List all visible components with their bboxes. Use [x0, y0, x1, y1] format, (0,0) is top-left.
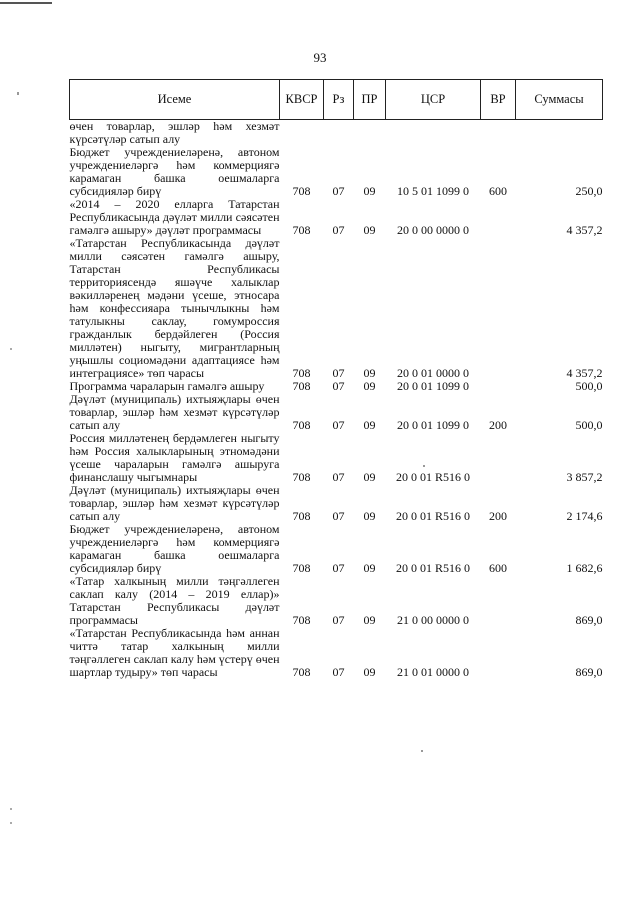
row-rz: 07	[332, 223, 345, 237]
row-rz: 07	[332, 561, 345, 575]
table-row	[70, 120, 603, 147]
row-name: «2014 – 2020 елларга Татарстан Республикасында дәүләт милли сәясәтен гамәлгә ашыру» дәүләт программасы	[69, 197, 280, 237]
row-rz: 07	[332, 184, 345, 198]
row-name: «Татар халкының милли тәңгәллеген саклап калу (2014 – 2019 еллар)» Татарстан Республикасы дәүләт программасы	[69, 574, 280, 627]
row-vr	[481, 198, 516, 237]
row-name: Дәүләт (муниципаль) ихтыяҗлары өчен товарлар, эшләр һәм хезмәт күрсәтүләр сатып алу	[69, 483, 280, 523]
row-name: өчен товарлар, эшләр һәм хезмәт күрсәтүләр сатып алу	[69, 119, 280, 146]
row-pr: 09	[363, 184, 376, 198]
row-pr: 09	[363, 223, 376, 237]
row-vr: 600	[489, 184, 507, 198]
row-name: «Татарстан Республикасында һәм аннан читтә татар халкының милли тәңгәллеген саклап калу һәм үстерү өчен шартлар тудыру» төп чарасы	[69, 626, 280, 679]
row-csr: 20 0 01 1099 0	[397, 379, 469, 393]
table-row	[70, 237, 603, 380]
row-pr: 09	[363, 561, 376, 575]
row-vr: 600	[489, 561, 507, 575]
row-csr: 20 0 01 R516 0	[395, 509, 470, 523]
row-name: Россия милләтенең бердәмлеген ныгыту һәм Россия халыкларының этномәдәни үсеше чараларын гамәлгә ашыруга финанслашу чыгымнары	[69, 431, 280, 484]
row-pr: 09	[363, 379, 376, 393]
table-row	[70, 627, 603, 679]
row-sum: 250,0	[575, 184, 603, 198]
row-csr: 20 0 01 0000 0	[397, 366, 469, 380]
row-kvsr: 708	[292, 613, 311, 627]
row-kvsr: 708	[292, 418, 311, 432]
row-kvsr: 708	[292, 379, 311, 393]
scan-dot	[17, 92, 19, 95]
row-name: Программа чараларын гамәлгә ашыру	[69, 379, 265, 393]
header-csr: ЦСР	[386, 80, 481, 120]
table-body	[70, 120, 603, 680]
table-row	[70, 146, 603, 198]
scan-dot	[10, 348, 12, 350]
row-csr: 10 5 01 1099 0	[397, 184, 469, 198]
scan-mark-top-left	[0, 2, 52, 4]
row-csr: 21 0 01 0000 0	[397, 665, 469, 679]
row-rz: 07	[332, 470, 345, 484]
row-kvsr: 708	[292, 366, 311, 380]
row-rz: 07	[332, 665, 345, 679]
row-pr: 09	[363, 613, 376, 627]
row-csr: 20 0 01 R516 0	[395, 561, 470, 575]
row-name: Бюджет учреждениеләренә, автоном учреждениеләргә һәм коммерциягә карамаган башка оешмаларга субсидияләр бирү	[69, 522, 280, 575]
row-csr: 21 0 00 0000 0	[397, 613, 469, 627]
budget-table	[69, 79, 603, 679]
row-pr: 09	[363, 470, 376, 484]
header-name: Исеме	[70, 80, 280, 120]
table-header-row	[70, 80, 603, 120]
row-rz	[324, 120, 354, 147]
scan-dot	[10, 822, 12, 824]
row-vr	[481, 575, 516, 627]
row-rz: 07	[332, 509, 345, 523]
row-sum: 500,0	[575, 379, 603, 393]
table-row	[70, 484, 603, 523]
row-pr: 09	[363, 418, 376, 432]
row-sum: 869,0	[575, 613, 603, 627]
header-kvsr: КВСР	[280, 80, 324, 120]
table-row	[70, 575, 603, 627]
table-row	[70, 523, 603, 575]
row-csr	[386, 120, 481, 147]
row-kvsr: 708	[292, 470, 311, 484]
row-kvsr: 708	[292, 184, 311, 198]
row-kvsr	[280, 120, 324, 147]
row-vr	[481, 380, 516, 393]
row-sum: 869,0	[575, 665, 603, 679]
header-rz: Рз	[324, 80, 354, 120]
row-vr	[481, 237, 516, 380]
table-row	[70, 432, 603, 484]
row-vr	[481, 120, 516, 147]
scan-dot	[10, 808, 12, 810]
row-csr: 20 0 01 1099 0	[397, 418, 469, 432]
row-sum: 4 357,2	[566, 366, 603, 380]
row-pr	[354, 120, 386, 147]
header-pr: ПР	[354, 80, 386, 120]
row-pr: 09	[363, 509, 376, 523]
table-row	[70, 198, 603, 237]
row-sum: 500,0	[575, 418, 603, 432]
scan-dot	[421, 750, 423, 752]
page-number: 93	[313, 50, 327, 65]
row-kvsr: 708	[292, 665, 311, 679]
row-vr	[481, 432, 516, 484]
header-sum: Суммасы	[516, 80, 603, 120]
row-vr: 200	[489, 509, 507, 523]
row-csr: 20 0 01 R516 0	[395, 470, 470, 484]
row-sum	[516, 120, 603, 147]
row-name: Дәүләт (муниципаль) ихтыяҗлары өчен товарлар, эшләр һәм хезмәт күрсәтүләр сатып алу	[69, 392, 280, 432]
row-csr: 20 0 00 0000 0	[397, 223, 469, 237]
row-rz: 07	[332, 418, 345, 432]
row-sum: 2 174,6	[566, 509, 603, 523]
row-sum: 3 857,2	[566, 470, 603, 484]
row-rz: 07	[332, 613, 345, 627]
row-name: Бюджет учреждениеләренә, автоном учреждениеләргә һәм коммерциягә карамаган башка оешмаларга субсидияләр бирү	[69, 145, 280, 198]
row-sum: 1 682,6	[566, 561, 603, 575]
row-vr	[481, 627, 516, 679]
row-name: «Татарстан Республикасында дәүләт милли сәясәтен гамәлгә ашыру, Татарстан Республикасы территориясендә яшәүче халыклар вәкилләренең мәдәни үсеше, этносара һәм конфессияара тынычлыкны һәм татулыкны саклау, гомумроссия гражданлык бердәйлеген (Россия милләтен) ныгыту, мигрантларның уңышлы социомәдәни адаптациясе һәм интеграциясе» төп чарасы	[69, 236, 280, 380]
header-vr: ВР	[481, 80, 516, 120]
row-pr: 09	[363, 665, 376, 679]
row-vr: 200	[489, 418, 507, 432]
table-row	[70, 393, 603, 432]
row-kvsr: 708	[292, 561, 311, 575]
row-sum: 4 357,2	[566, 223, 603, 237]
row-rz: 07	[332, 379, 345, 393]
row-pr: 09	[363, 366, 376, 380]
row-rz: 07	[332, 366, 345, 380]
row-kvsr: 708	[292, 223, 311, 237]
row-kvsr: 708	[292, 509, 311, 523]
